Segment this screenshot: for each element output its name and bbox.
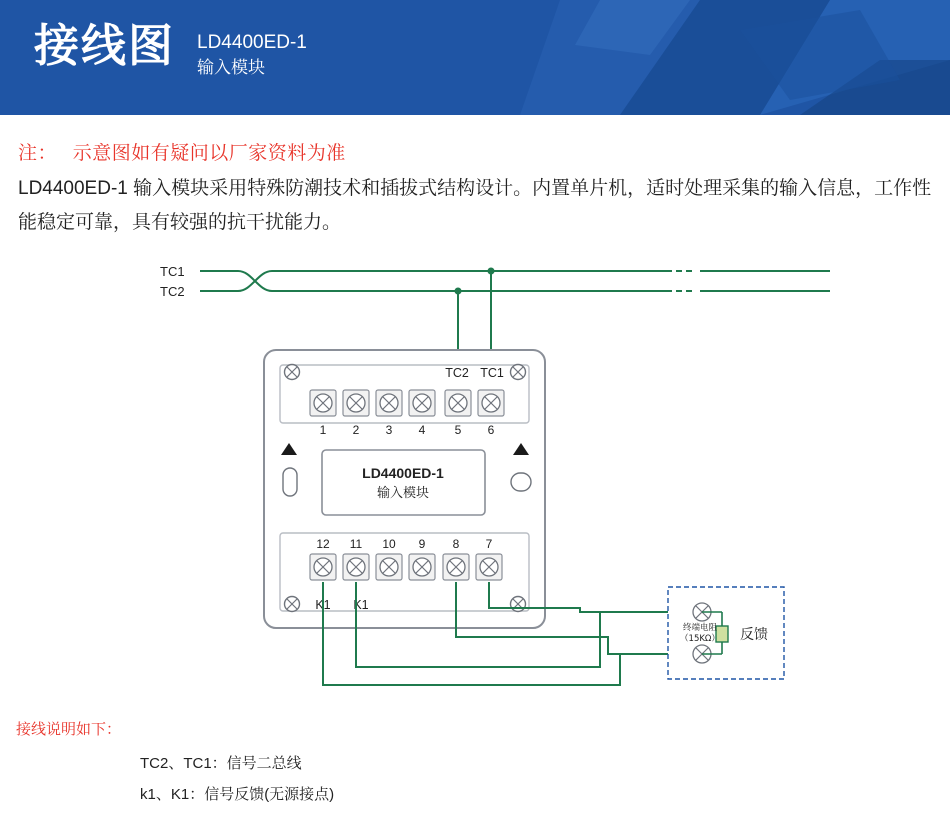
- module-name-text: 输入模块: [376, 486, 430, 501]
- corner-screw-bottom-left: [285, 597, 300, 612]
- feedback-label: 反馈: [740, 627, 768, 643]
- svg-text:1: 1: [319, 423, 327, 437]
- top-terminal-label-tc1: TC1: [480, 366, 504, 380]
- resistor-caption-line1: 终端电阻: [682, 623, 718, 633]
- module-model-text: LD4400ED-1: [362, 465, 444, 481]
- module-label-plate: [322, 450, 485, 515]
- svg-text:5: 5: [454, 423, 462, 437]
- side-slot-left: [283, 468, 297, 496]
- feedback-device: [668, 587, 784, 679]
- bus-label-tc2: TC2: [160, 284, 185, 299]
- svg-text:2: 2: [352, 423, 360, 437]
- svg-text:10: 10: [382, 537, 396, 551]
- footer-title: 接线说明如下：: [16, 721, 122, 738]
- junction-dot-tc2: [455, 288, 462, 295]
- svg-text:9: 9: [418, 537, 426, 551]
- note-warning: 示意图如有疑问以厂家资料为准: [72, 143, 346, 164]
- bus-lines: [200, 271, 830, 291]
- footer-item-1: TC2、TC1：信号二总线: [140, 755, 302, 772]
- header-model: LD4400ED-1: [197, 32, 307, 53]
- resistor-caption-line2: （15KΩ）: [680, 634, 720, 644]
- corner-screw-top-left: [285, 365, 300, 380]
- side-slot-right: [511, 473, 531, 491]
- svg-text:6: 6: [487, 423, 495, 437]
- junction-dot-tc1: [488, 268, 495, 275]
- top-terminal-label-tc2: TC2: [445, 366, 469, 380]
- footer-item-2: k1、K1：信号反馈(无源接点): [140, 786, 335, 803]
- bottom-terminal-label-k1-b: K1: [353, 598, 369, 612]
- page-header-banner: [0, 0, 950, 115]
- wiring-diagram: [0, 245, 950, 715]
- page-title: 接线图: [34, 19, 176, 72]
- note-row: [18, 138, 346, 165]
- bus-label-tc1: TC1: [160, 264, 185, 279]
- product-description: LD4400ED-1 输入模块采用特殊防潮技术和插拔式结构设计。内置单片机，适时处理采集的输入信息，工作性能稳定可靠，具有较强的抗干扰能力。: [18, 178, 932, 233]
- bottom-terminal-label-k1-a: K1: [315, 598, 331, 612]
- svg-text:3: 3: [385, 423, 393, 437]
- svg-text:7: 7: [485, 537, 493, 551]
- svg-text:11: 11: [349, 537, 363, 551]
- svg-text:12: 12: [316, 537, 330, 551]
- header-subtitle: 输入模块: [197, 58, 266, 77]
- svg-text:4: 4: [418, 423, 426, 437]
- note-label: 注：: [18, 143, 58, 164]
- corner-screw-top-right: [511, 365, 526, 380]
- svg-text:8: 8: [452, 537, 460, 551]
- module-body: [264, 350, 545, 628]
- corner-screw-bottom-right: [511, 597, 526, 612]
- bus-continuation-dots: [676, 271, 692, 291]
